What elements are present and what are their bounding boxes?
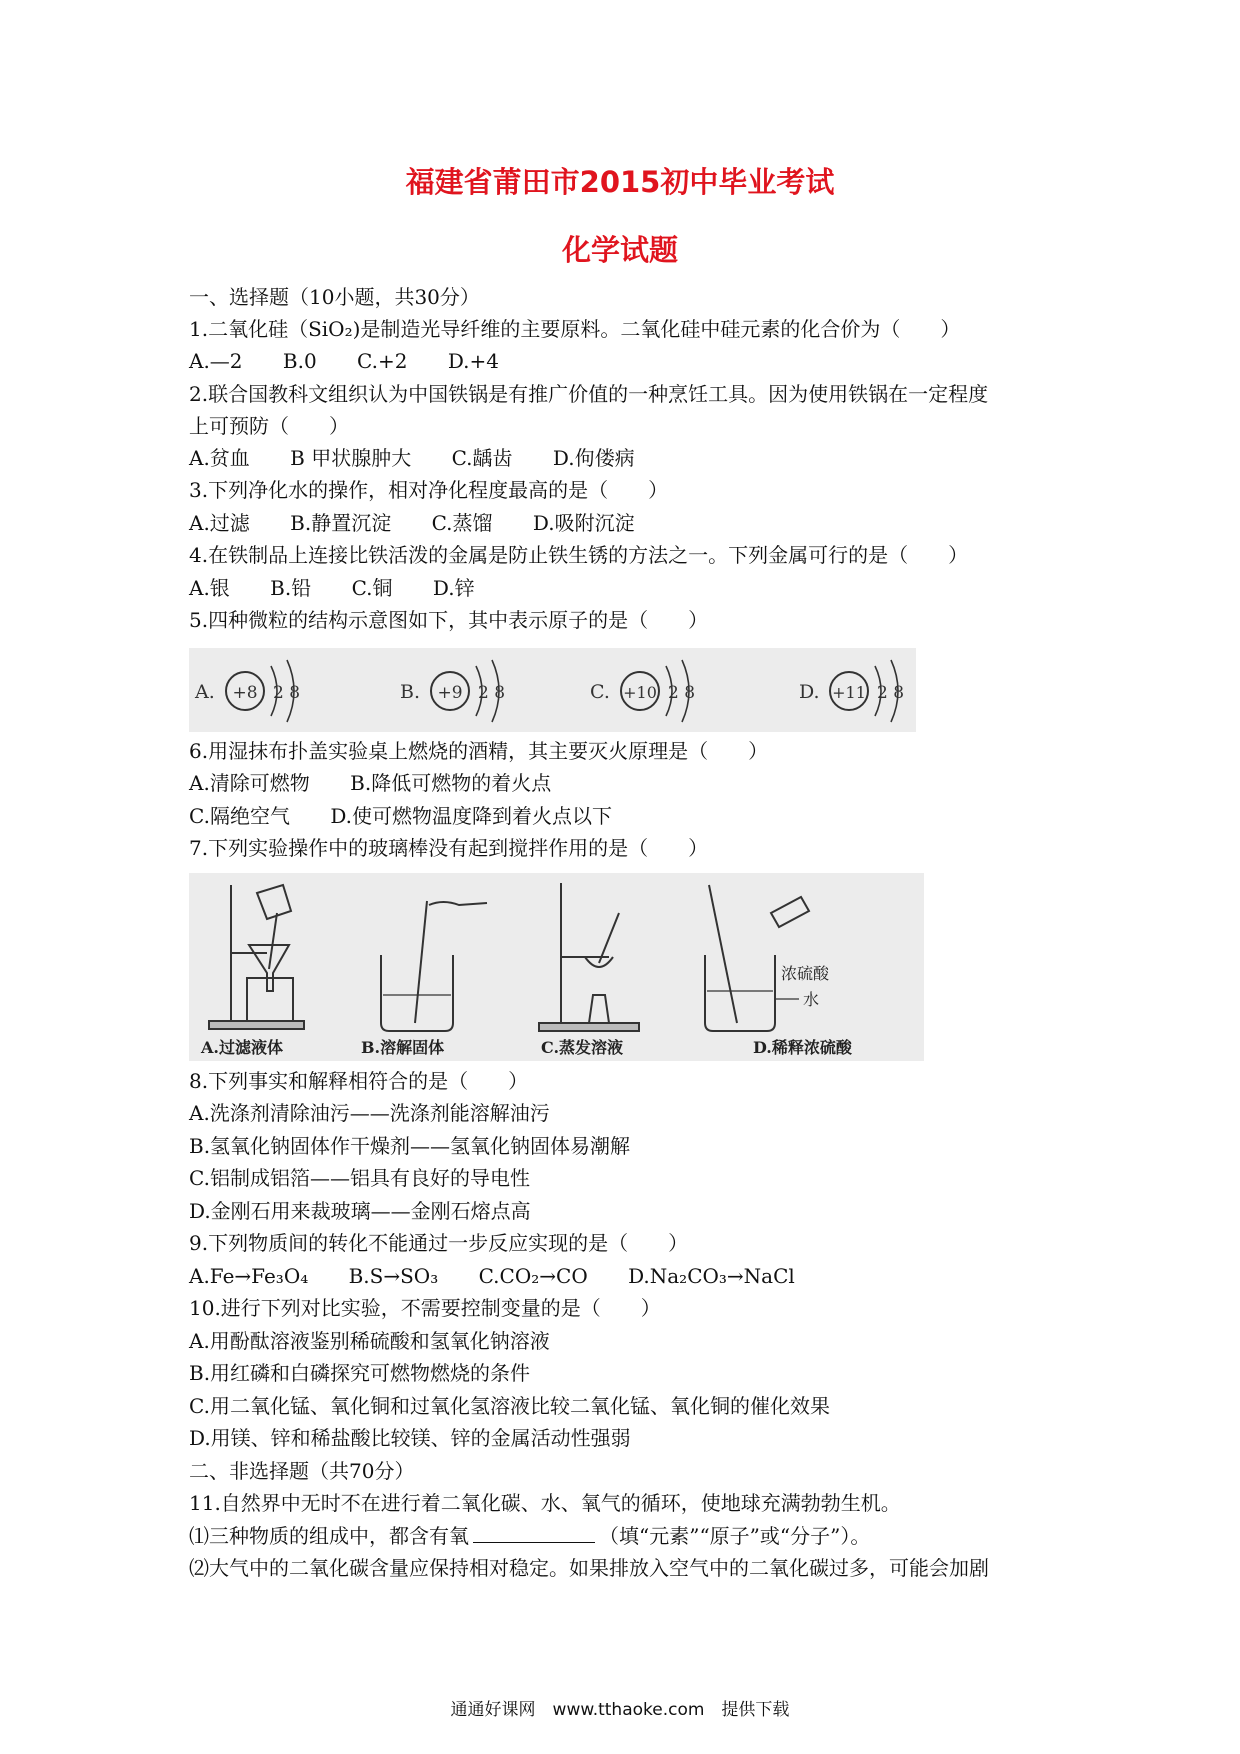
q4-option-a: A.银 — [189, 576, 230, 600]
q1-stem: 1.二氧化硅（SiO₂)是制造光导纤维的主要原料。二氧化硅中硅元素的化合价为（ ） — [189, 317, 961, 341]
q2-option-d: D.佝偻病 — [552, 446, 635, 470]
q1-option-b: B.0 — [282, 349, 317, 373]
q4-stem: 4.在铁制品上连接比铁活泼的金属是防止铁生锈的方法之一。下列金属可行的是（ ） — [189, 543, 969, 567]
q3-option-c: C.蒸馏 — [431, 511, 493, 535]
q5-diagram-a-nucleus: +8 — [232, 683, 258, 703]
q7-apparatus-dissolving — [381, 901, 487, 1031]
q8-option-c: C.铝制成铝箔——铝具有良好的导电性 — [189, 1166, 530, 1190]
q4-options — [189, 574, 509, 602]
q11-part1 — [189, 1522, 870, 1550]
q8-option-b: B.氢氧化钠固体作干燥剂——氢氧化钠固体易潮解 — [189, 1134, 631, 1158]
q5-diagram-d-label: D. — [799, 681, 820, 703]
q3-stem: 3.下列净化水的操作，相对净化程度最高的是（ ） — [189, 478, 669, 502]
q3-option-b: B.静置沉淀 — [290, 511, 392, 535]
q11-part1-hint: （填“元素”“原子”或“分子”）。 — [599, 1524, 871, 1548]
q6-option-b: B.降低可燃物的着火点 — [350, 771, 552, 795]
q11-answer-blank[interactable] — [473, 1524, 595, 1543]
q7-caption-c: C.蒸发溶液 — [541, 1038, 624, 1057]
q2-option-a: A.贫血 — [189, 446, 250, 470]
q10-stem: 10.进行下列对比实验，不需要控制变量的是（ ） — [189, 1296, 661, 1320]
q2-options — [189, 444, 669, 472]
q7-caption-a: A.过滤液体 — [201, 1038, 283, 1057]
section-1-heading: 一、选择题（10小题，共30分） — [189, 285, 480, 309]
q7-label-concentrated-acid: 浓硫酸 — [781, 964, 830, 983]
q7-stem: 7.下列实验操作中的玻璃棒没有起到搅拌作用的是（ ） — [189, 836, 709, 860]
q4-option-d: D.锌 — [432, 576, 475, 600]
q6-option-c: C.隔绝空气 — [189, 804, 290, 828]
q5-diagram-d-shells: 2 8 — [877, 683, 905, 703]
q7-label-water: 水 — [803, 990, 820, 1009]
q4-option-b: B.铅 — [270, 576, 312, 600]
q6-options-row1 — [189, 769, 585, 797]
q4-option-c: C.铜 — [351, 576, 393, 600]
q5-stem: 5.四种微粒的结构示意图如下，其中表示原子的是（ ） — [189, 608, 709, 632]
q2-option-b: B 甲状腺肿大 — [290, 446, 412, 470]
q9-option-d: D.Na₂CO₃→NaCl — [628, 1264, 795, 1288]
q10-option-b: B.用红磷和白磷探究可燃物燃烧的条件 — [189, 1361, 531, 1385]
q5-diagram-b — [400, 660, 505, 722]
q9-option-c: C.CO₂→CO — [478, 1264, 588, 1288]
q6-stem: 6.用湿抹布扑盖实验桌上燃烧的酒精，其主要灭火原理是（ ） — [189, 739, 769, 763]
q2-option-c: C.龋齿 — [451, 446, 513, 470]
q5-atomic-structure-figure — [189, 648, 916, 732]
q3-option-a: A.过滤 — [189, 511, 250, 535]
q8-stem: 8.下列事实和解释相符合的是（ ） — [189, 1069, 529, 1093]
q11-part1-text: ⑴三种物质的组成中，都含有氧 — [189, 1524, 469, 1548]
q5-diagram-b-label: B. — [400, 681, 421, 703]
q5-diagram-c — [590, 660, 695, 722]
q7-apparatus-filtration — [209, 885, 304, 1029]
q8-option-a: A.洗涤剂清除油污——洗涤剂能溶解油污 — [189, 1101, 550, 1125]
q3-options — [189, 509, 669, 537]
page-title: 福建省莆田市2015初中毕业考试 — [405, 165, 835, 199]
page-footer: 通通好课网 www.tthaoke.com 提供下载 — [450, 1700, 790, 1720]
q5-diagram-a — [194, 660, 300, 722]
q10-option-d: D.用镁、锌和稀盐酸比较镁、锌的金属活动性强弱 — [189, 1426, 631, 1450]
q6-options-row2 — [189, 802, 646, 830]
q5-diagram-c-label: C. — [590, 681, 610, 703]
q10-option-c: C.用二氧化锰、氧化铜和过氧化氢溶液比较二氧化锰、氧化铜的催化效果 — [189, 1394, 830, 1418]
q1-option-a: A.—2 — [189, 349, 243, 373]
q10-option-a: A.用酚酞溶液鉴别稀硫酸和氢氧化钠溶液 — [189, 1329, 550, 1353]
q11-part2: ⑵大气中的二氧化碳含量应保持相对稳定。如果排放入空气中的二氧化碳过多，可能会加剧 — [189, 1556, 989, 1580]
q5-diagram-d — [799, 660, 904, 722]
section-2-heading: 二、非选择题（共70分） — [189, 1459, 415, 1483]
q1-option-c: C.+2 — [357, 349, 408, 373]
q7-apparatus-dilution — [705, 885, 809, 1031]
q7-caption-d: D.稀释浓硫酸 — [753, 1038, 852, 1057]
q6-option-a: A.清除可燃物 — [189, 771, 310, 795]
q9-stem: 9.下列物质间的转化不能通过一步反应实现的是（ ） — [189, 1231, 689, 1255]
q5-diagram-b-shells: 2 8 — [478, 683, 506, 703]
q2-stem: 2.联合国教科文组织认为中国铁锅是有推广价值的一种烹饪工具。因为使用铁锅在一定程度 — [189, 382, 989, 406]
q9-option-a: A.Fe→Fe₃O₄ — [189, 1264, 309, 1288]
page-subtitle: 化学试题 — [561, 233, 678, 267]
q3-option-d: D.吸附沉淀 — [532, 511, 635, 535]
q6-option-d: D.使可燃物温度降到着火点以下 — [330, 804, 612, 828]
q9-options — [189, 1262, 829, 1290]
q5-diagram-c-nucleus: +10 — [623, 683, 657, 702]
q5-diagram-b-nucleus: +9 — [437, 683, 463, 703]
q7-lab-operations-figure — [189, 873, 924, 1061]
q9-option-b: B.S→SO₃ — [348, 1264, 439, 1288]
q1-option-d: D.+4 — [447, 349, 499, 373]
q2-stem-cont: 上可预防（ ） — [189, 414, 349, 438]
q5-diagram-c-shells: 2 8 — [668, 683, 696, 703]
q11-stem: 11.自然界中无时不在进行着二氧化碳、水、氧气的循环，使地球充满勃勃生机。 — [189, 1491, 901, 1515]
q5-diagram-a-shells: 2 8 — [273, 683, 301, 703]
q7-caption-b: B.溶解固体 — [361, 1038, 445, 1057]
q8-option-d: D.金刚石用来裁玻璃——金刚石熔点高 — [189, 1199, 531, 1223]
q1-options — [189, 347, 533, 375]
q7-apparatus-evaporation — [539, 883, 639, 1031]
q5-diagram-a-label: A. — [195, 681, 215, 703]
q5-diagram-d-nucleus: +11 — [832, 683, 866, 702]
